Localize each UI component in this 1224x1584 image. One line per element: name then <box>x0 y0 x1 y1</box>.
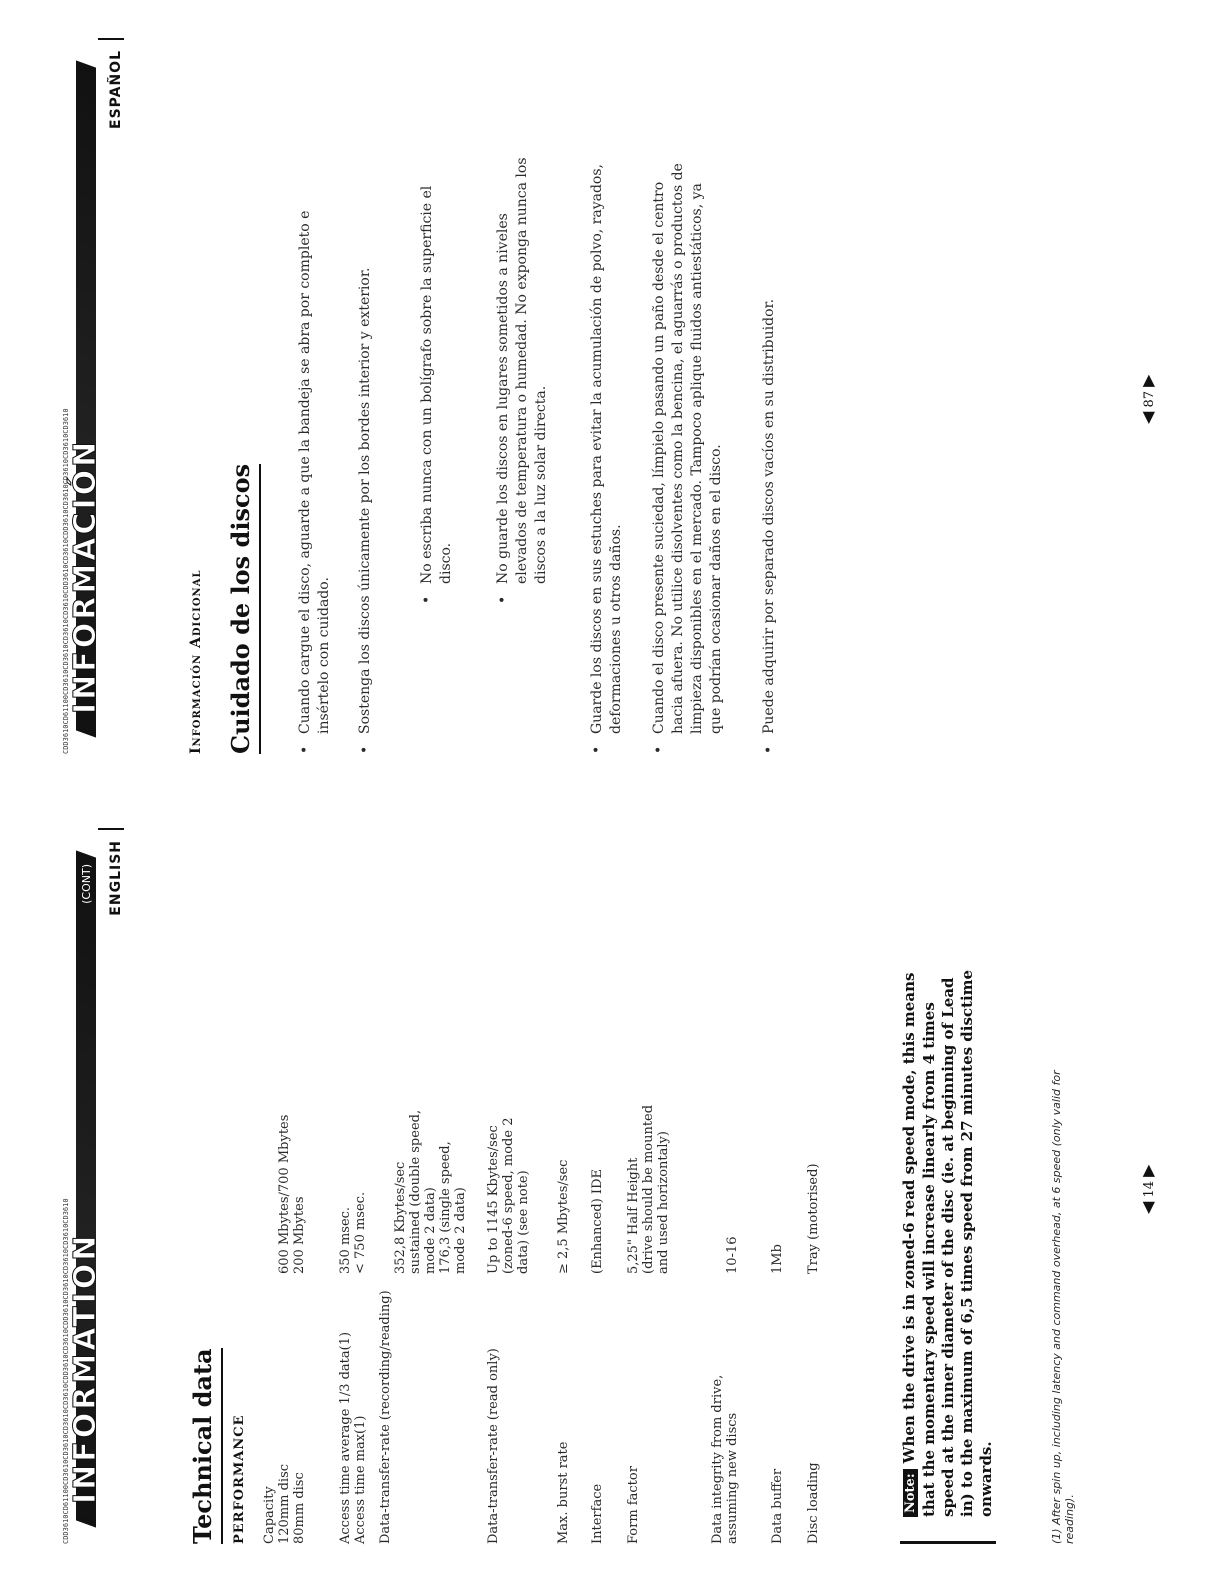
english-page <box>0 824 1224 1544</box>
note-text: When the drive is in zoned-6 read speed mode, this means that the momentary speed will increase linearly from 4 times speed at the inner diameter of the disc (ie. at beginning of Lead in) to the maximum of 6,5 times speed from 27 minutes disctime onwards. <box>900 969 995 1517</box>
triangle-left-icon: ◀ <box>1138 411 1157 424</box>
section-label: Información Adicional <box>188 569 204 754</box>
footnote: (1) After spin up, including latency and command overhead, at 6 speed (only valid for reading). <box>1050 1070 1076 1544</box>
spanish-page <box>0 34 1224 754</box>
page-number: 14 <box>1142 1181 1157 1198</box>
spec-label: Capacity 120mm disc 80mm disc <box>262 1463 307 1544</box>
spec-value: 600 Mbytes/700 Mbytes 200 Mbytes <box>277 1114 307 1274</box>
spec-value: 5,25" Half Height (drive should be mounted and used horizontaly) <box>626 1104 671 1274</box>
spec-label: Form factor <box>626 1466 641 1544</box>
header-code-strip: CDD3610CD61100CD3610CD3610CD3610CD3610CDD3610CD3610CDD3610CD3610CD3610CD3610CD3610 <box>62 408 70 754</box>
page-number-left <box>1138 1165 1157 1214</box>
spec-value: 10-16 <box>725 1236 740 1274</box>
header-divider <box>98 38 124 40</box>
bullet-text: Guarde los discos en sus estuches para evitar la acumulación de polvo, rayados, deformaciones u otros daños. <box>589 163 624 734</box>
performance-heading: PERFORMANCE <box>232 1414 247 1544</box>
spec-value: (Enhanced) IDE <box>590 1169 605 1274</box>
page-title: Technical data <box>188 1348 223 1544</box>
bullet-text: Sostenga los discos únicamente por los bordes interior y exterior. <box>357 267 373 734</box>
english-header-banner <box>62 824 124 1544</box>
triangle-right-icon: ▶ <box>1138 374 1157 387</box>
spec-label: Data-transfer-rate (read only) <box>486 1348 501 1544</box>
spec-label: Data buffer <box>770 1468 785 1544</box>
page-title: Cuidado de los discos <box>226 464 261 754</box>
bullet-text: No escriba nunca con un bolígrafo sobre la superficie el disco. <box>419 185 454 584</box>
spec-label: Access time average 1/3 data(1) Access time max(1) <box>338 1331 368 1544</box>
spanish-header-banner <box>62 34 124 754</box>
bullet-dot-icon: • <box>419 595 435 604</box>
spec-label: Disc loading <box>806 1462 821 1544</box>
page-number-right <box>1138 375 1157 424</box>
spec-value: Tray (motorised) <box>806 1163 821 1274</box>
header-banner-title: INFORMACIÓN <box>68 438 103 714</box>
spec-label: Max. burst rate <box>556 1441 571 1544</box>
spec-label: Data integrity from drive, assuming new discs <box>710 1374 740 1544</box>
header-divider <box>98 828 124 830</box>
spec-value: 350 msec. < 750 msec. <box>338 1191 368 1274</box>
language-label: ESPAÑOL <box>108 50 124 129</box>
bullet-text: Puede adquirir por separado discos vacíos en su distribuidor. <box>761 298 777 734</box>
bullet-text: Cuando el disco presente suciedad, límpielo pasando un paño desde el centro hacia afuera. No utilice disolventes como la bencina, el aguarrás o productos de limpieza disponibles en el mercado. Tampoco aplique fluidos antiestáticos, ya que podrían ocasionar daños en el disco. <box>651 163 724 734</box>
triangle-left-icon: ◀ <box>1138 1201 1157 1214</box>
bullet-text: No guarde los discos en lugares sometidos a niveles elevados de temperatura o humedad. No exponga nunca los discos a la luz solar directa. <box>495 157 549 584</box>
spec-value: 352,8 Kbytes/sec sustained (double speed, mode 2 data) 176,3 (single speed, mode 2 data) <box>393 1109 468 1274</box>
bullet-dot-icon: • <box>495 595 511 604</box>
header-banner-title: INFORMATION <box>68 1232 103 1504</box>
header-cont-label: (CONT) <box>80 864 93 904</box>
bullet-dot-icon: • <box>357 745 373 754</box>
language-label: ENGLISH <box>108 840 124 916</box>
spec-label: Data-transfer-rate (recording/reading) <box>378 1290 393 1544</box>
bullet-dot-icon: • <box>589 745 605 754</box>
spec-value: ≥ 2,5 Mbytes/sec <box>556 1159 571 1274</box>
page-number: 87 <box>1142 391 1157 408</box>
speed-note <box>900 957 996 1544</box>
bullet-dot-icon: • <box>761 745 777 754</box>
spec-label: Interface <box>590 1483 605 1544</box>
bullet-dot-icon: • <box>297 745 313 754</box>
note-tag: Note: <box>903 1469 918 1517</box>
header-code-strip: CDD3610CD61100CD3610CD3610CD3610CD3610CDD3610CD3610CDD3610CD3610CD3610CD3610CD3610 <box>62 1198 70 1544</box>
triangle-right-icon: ▶ <box>1138 1164 1157 1177</box>
bullet-dot-icon: • <box>651 745 667 754</box>
spec-value: Up to 1145 Kbytes/sec (zoned-6 speed, mode 2 data) (see note) <box>486 1117 531 1274</box>
spec-value: 1Mb <box>770 1244 785 1274</box>
bullet-text: Cuando cargue el disco, aguarde a que la bandeja se abra por completo e insértelo con cuidado. <box>297 210 332 734</box>
